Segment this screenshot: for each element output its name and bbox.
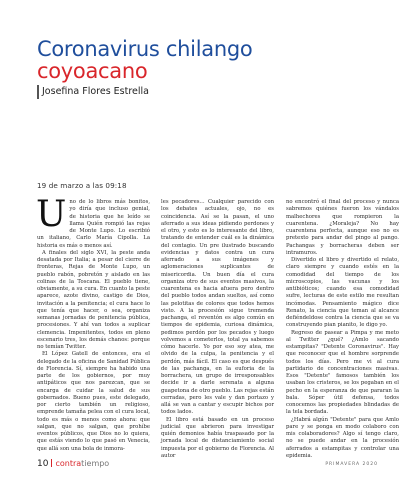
body-column-3 xyxy=(286,199,399,460)
magazine-brand-sub: tiempo xyxy=(81,459,110,468)
author-rule xyxy=(37,85,39,99)
paragraph: Regreso de pasear a Pimpa y me meto al Twitter ¿qué? ¿Amlo sacando estampitas? "Detente Coronavirus". Hay que reconocer que el hombre sorprende todos los días. Pero me vi al cura partidario de concentraciones masivas. Esos "Detente" famosos también los usaban los cristeros, se los pegaban en el pecho en la esperanza de que pararan la bala. Sóper útil defensa, todos conocemos las propiedades blindadas de la tela bordada. xyxy=(286,329,399,416)
article-subtitle: coyoacano xyxy=(37,59,148,83)
body-column-1 xyxy=(36,194,150,453)
article-author: Josefina Flores Estrella xyxy=(42,86,150,97)
drop-cap: U xyxy=(36,194,67,235)
paragraph: A finales del siglo XVI, la peste anda desatada por Italia; a pesar del cierre de fronteras, Rejas de Monte Lupo, un pueblo rabón, pobretón y aislado en las colinas de la Toscana. El pueblo tiene, obviamente, a su cura. En cuanto la peste aparece, azote divino, castigo de Dios, invitación a la penitencia; el cura hace lo que tenía que hacer, o sea, organiza semanas jornadas de penitencia pública, procesiones. Y ahí van todos a suplicar clemencia. Impenitentes, todos en pleno escenario tres, los demás chanos: porque no temían Twitter. xyxy=(37,249,150,350)
page-footer xyxy=(37,459,109,469)
body-column-2 xyxy=(161,199,274,460)
article-title: Coronavirus chilango xyxy=(37,37,253,61)
paragraph: El libro está basado en un proceso judicial que abrieron para investigar quién demonios había traspasado por la jornada local de distanciamiento social impuesta por el gobierno de Florencia. Al autor xyxy=(161,416,274,459)
paragraph: Divertido el libro y divertido el relato, claro siempre y cuando estés en la comodidad del tiempo de los microscopios, las vacunas y los antibióticos; cuando esa comodidad sufre, lecturas de este estilo me resultan incómodas. Pensamiento mágico dice Renato, la ciencia que teman al alcance defiéndeldose contra la ciencia que se va construyendo pian pianito, le digo yo. xyxy=(286,257,399,329)
article-date: 19 de marzo a las 09:18 xyxy=(37,181,127,190)
paragraph: no encontró el final del proceso y nunca sabremos quiénes fueron los vándalos malhechores que rompieron la cuarentena. ¿Moraleja? No hay cuarentena perfecta, aunque eso no es pretexto para andar del pingo al pango. Pachangas y borracheras deben ser intramuros. xyxy=(286,199,399,256)
footer-divider xyxy=(51,459,52,467)
paragraph: El López Gatell de entonces, era el delegado de la oficina de Sanidad Pública de Florencia. Sí, siempre ha habido una parte de los gobiernos, por muy antipáticos que nos parezcan, que se encarga de cuidar la salud de sus gobernados. Bueno pues, este delegado, por cierto también un religioso, emprende tamaña pelea con el cura local, todo es más o menos como ahora: que salgan, que no salgan, que prohíbe eventos públicos, que Dios no lo quiera, que estás viendo lo que pasó en Venecia, que allá son una bola de inmora- xyxy=(37,351,150,452)
paragraph-text: no de lo libros más bonitos, yo diría que incluso genial, de historia que he leído se llama Quién rompió las rejas de Monte Lupo. Lo escribió un italiano, Carlo María Cipolla. La historia es más o menos así. xyxy=(37,199,150,249)
paragraph xyxy=(36,194,150,250)
paragraph: les pecadores… Cualquier parecido con los debates actuales, ojo, no es coincidencia. Así se la pasan, el uno aferrado a sus ideas pidiendo perdones y el otro, y esto es lo interesante del libro, tratando de entender cuál es la dinámica del contagio. Un pre ilustrado buscando evidencias y datos contra un cura aferrado a sus imágenes y aglomeraciones suplicantes de misericordia. Un buen día el cura organiza otro de sus eventos masivos, la cuarentena es hacia afuera pero dentro del pueblo todos andan sueltos, así como las pelotitas de colores que todos hemos visto. A la procesión sigue tremenda pachanga, el reventón es algo común en tiempos de epidemia, curiosa dinámica, pedimos perdón por los pecados y luego volvemos a cometerlos, total ya sabemos cómo hacerle. Yo por eso soy atea, me olvido de la culpa, la penitencia y el perdón, más fácil. El caso es que después de las pachanga, en la euforia de la borrachera, un grupo de irresponsables decide ir a darle serenata a alguna guapetona de otro pueblo. Las rejas están cerradas, pero les vale y dan portazo y allá se van a cantar y escupir bichos por todos lados. xyxy=(161,199,274,416)
magazine-brand: contra xyxy=(55,459,82,468)
issue-label: PRIMAVERA 2020 xyxy=(325,462,378,467)
page-number: 10 xyxy=(37,459,49,469)
paragraph: ¿Habrá algún "Detente" para que Amlo pare y se ponga en modo colaboro con mis colaboradores? Algo sí tengo claro, no se puede andar en la procesión aferrados a estampitas y controlar una epidemia. xyxy=(286,416,399,459)
